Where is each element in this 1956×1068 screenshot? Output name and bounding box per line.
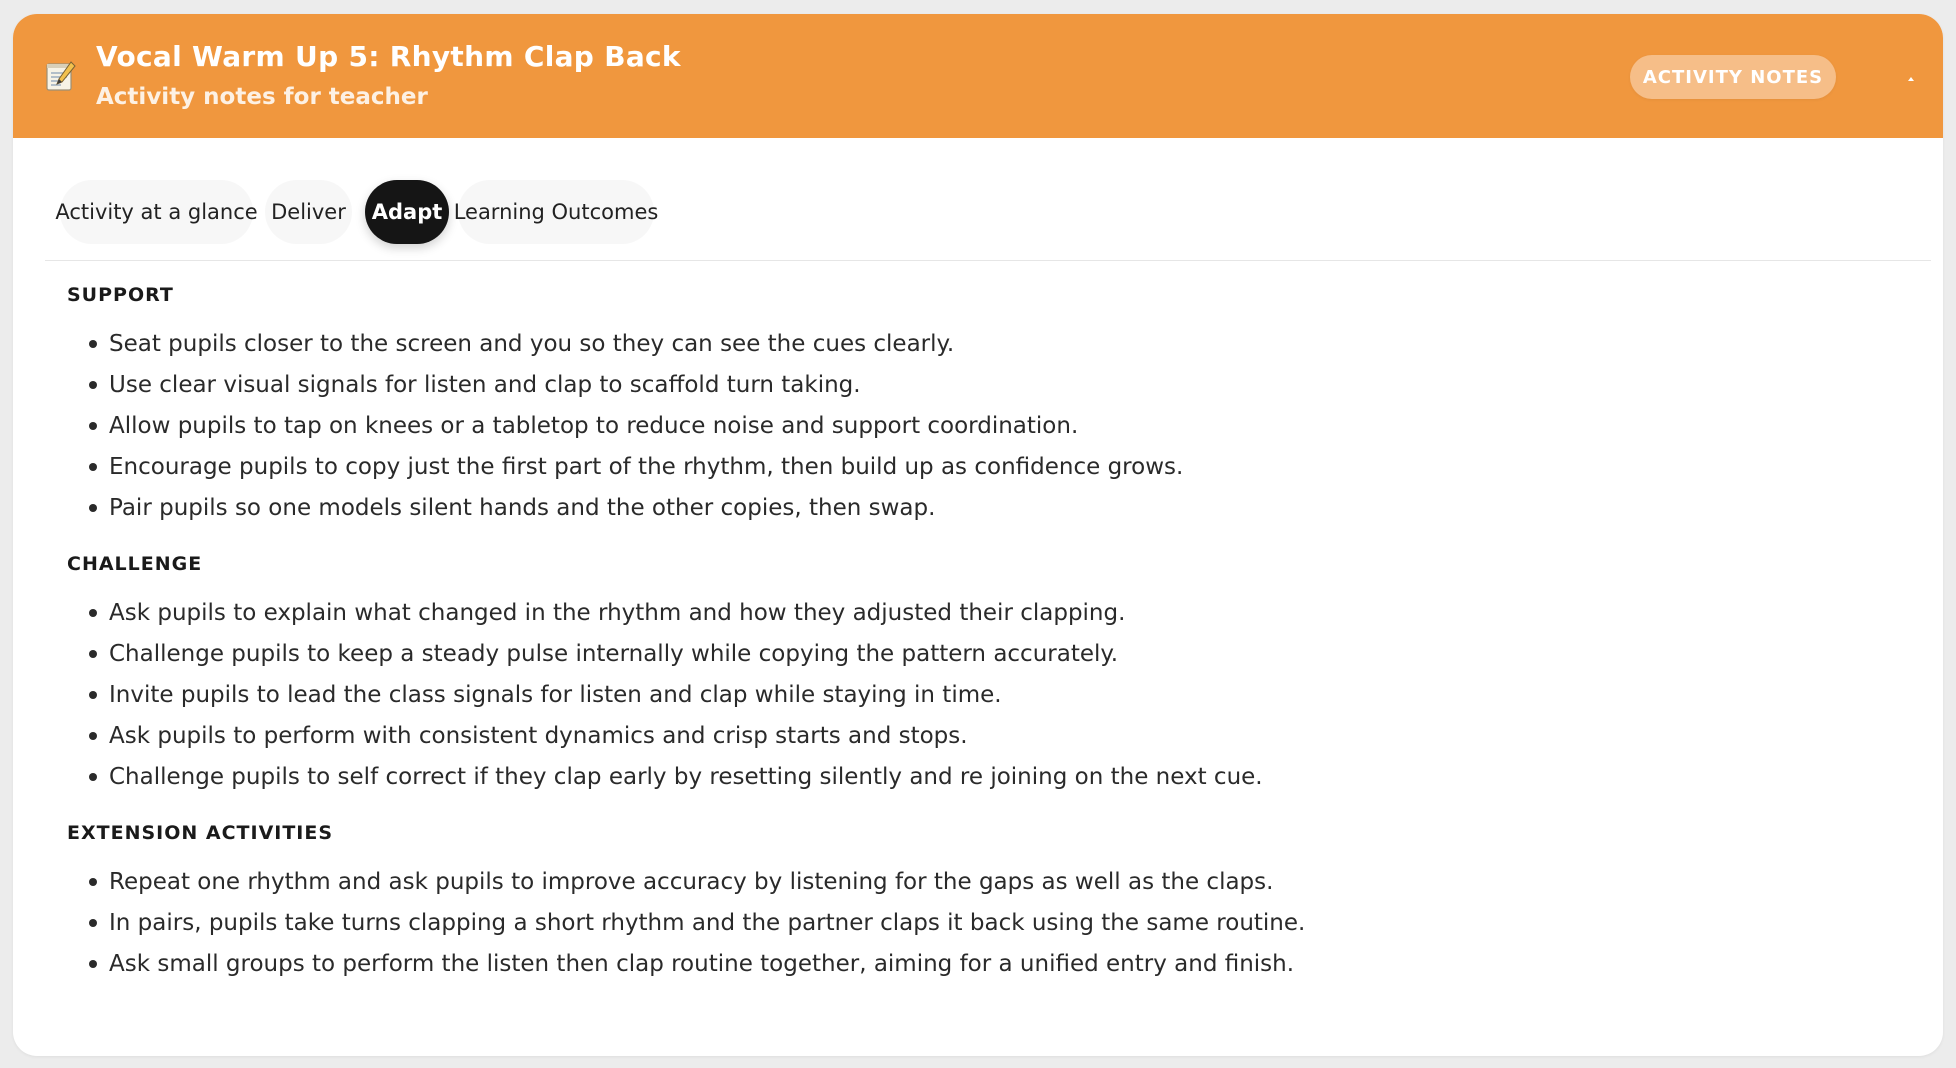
tab-adapt[interactable]: Adapt — [365, 180, 449, 244]
tab-deliver[interactable]: Deliver — [265, 180, 352, 244]
list-item-text: Seat pupils closer to the screen and you so they can see the cues clearly. — [109, 331, 955, 357]
list-item — [67, 676, 1897, 717]
list-item — [67, 904, 1897, 945]
list-item-text: Challenge pupils to keep a steady pulse internally while copying the pattern accurately. — [109, 641, 1119, 667]
caret-up-icon[interactable] — [1906, 69, 1916, 79]
bullet-icon — [89, 504, 97, 512]
bullet-icon — [89, 609, 97, 617]
list-item — [67, 325, 1897, 366]
section-challenge — [67, 551, 1897, 799]
list-item-text: Invite pupils to lead the class signals for listen and clap while staying in time. — [109, 682, 1002, 708]
list-item — [67, 448, 1897, 489]
list-item — [67, 758, 1897, 799]
activity-subtitle: Activity notes for teacher — [96, 84, 428, 110]
bullet-icon — [89, 650, 97, 658]
list-item — [67, 489, 1897, 530]
bullet-icon — [89, 773, 97, 781]
bullet-icon — [89, 422, 97, 430]
list-item-text: Allow pupils to tap on knees or a tabletop to reduce noise and support coordination. — [109, 413, 1079, 439]
tab-activity-at-a-glance[interactable]: Activity at a glance — [60, 180, 253, 244]
list-item-text: Ask pupils to perform with consistent dynamics and crisp starts and stops. — [109, 723, 968, 749]
activity-notes-button[interactable]: ACTIVITY NOTES — [1630, 55, 1836, 99]
bullet-icon — [89, 919, 97, 927]
bullet-icon — [89, 381, 97, 389]
list-item — [67, 945, 1897, 986]
list-item — [67, 717, 1897, 758]
list-item-text: Use clear visual signals for listen and clap to scaffold turn taking. — [109, 372, 861, 398]
list-item-text: Pair pupils so one models silent hands and the other copies, then swap. — [109, 495, 936, 521]
activity-header — [13, 14, 1943, 138]
section-title: SUPPORT — [67, 284, 174, 306]
list-item — [67, 366, 1897, 407]
bullet-icon — [89, 463, 97, 471]
extension-list — [67, 863, 1897, 986]
challenge-list — [67, 594, 1897, 799]
list-item-text: In pairs, pupils take turns clapping a short rhythm and the partner claps it back using the same routine. — [109, 910, 1306, 936]
list-item — [67, 863, 1897, 904]
list-item — [67, 635, 1897, 676]
section-extension-activities — [67, 820, 1897, 986]
bullet-icon — [89, 960, 97, 968]
bullet-icon — [89, 732, 97, 740]
activity-title: Vocal Warm Up 5: Rhythm Clap Back — [96, 40, 681, 73]
list-item-text: Ask small groups to perform the listen then clap routine together, aiming for a unified entry and finish. — [109, 951, 1295, 977]
list-item — [67, 407, 1897, 448]
tab-learning-outcomes[interactable]: Learning Outcomes — [458, 180, 654, 244]
tab-divider — [45, 260, 1931, 261]
bullet-icon — [89, 340, 97, 348]
list-item — [67, 594, 1897, 635]
notepad-icon — [43, 58, 77, 92]
activity-notes-card — [13, 14, 1943, 1056]
adapt-content — [67, 282, 1897, 1007]
section-title: EXTENSION ACTIVITIES — [67, 822, 334, 844]
bullet-icon — [89, 691, 97, 699]
bullet-icon — [89, 878, 97, 886]
list-item-text: Encourage pupils to copy just the first part of the rhythm, then build up as confidence grows. — [109, 454, 1184, 480]
section-title: CHALLENGE — [67, 553, 203, 575]
list-item-text: Ask pupils to explain what changed in the rhythm and how they adjusted their clapping. — [109, 600, 1126, 626]
list-item-text: Repeat one rhythm and ask pupils to improve accuracy by listening for the gaps as well as the claps. — [109, 869, 1274, 895]
support-list — [67, 325, 1897, 530]
list-item-text: Challenge pupils to self correct if they clap early by resetting silently and re joining on the next cue. — [109, 764, 1263, 790]
section-support — [67, 282, 1897, 530]
